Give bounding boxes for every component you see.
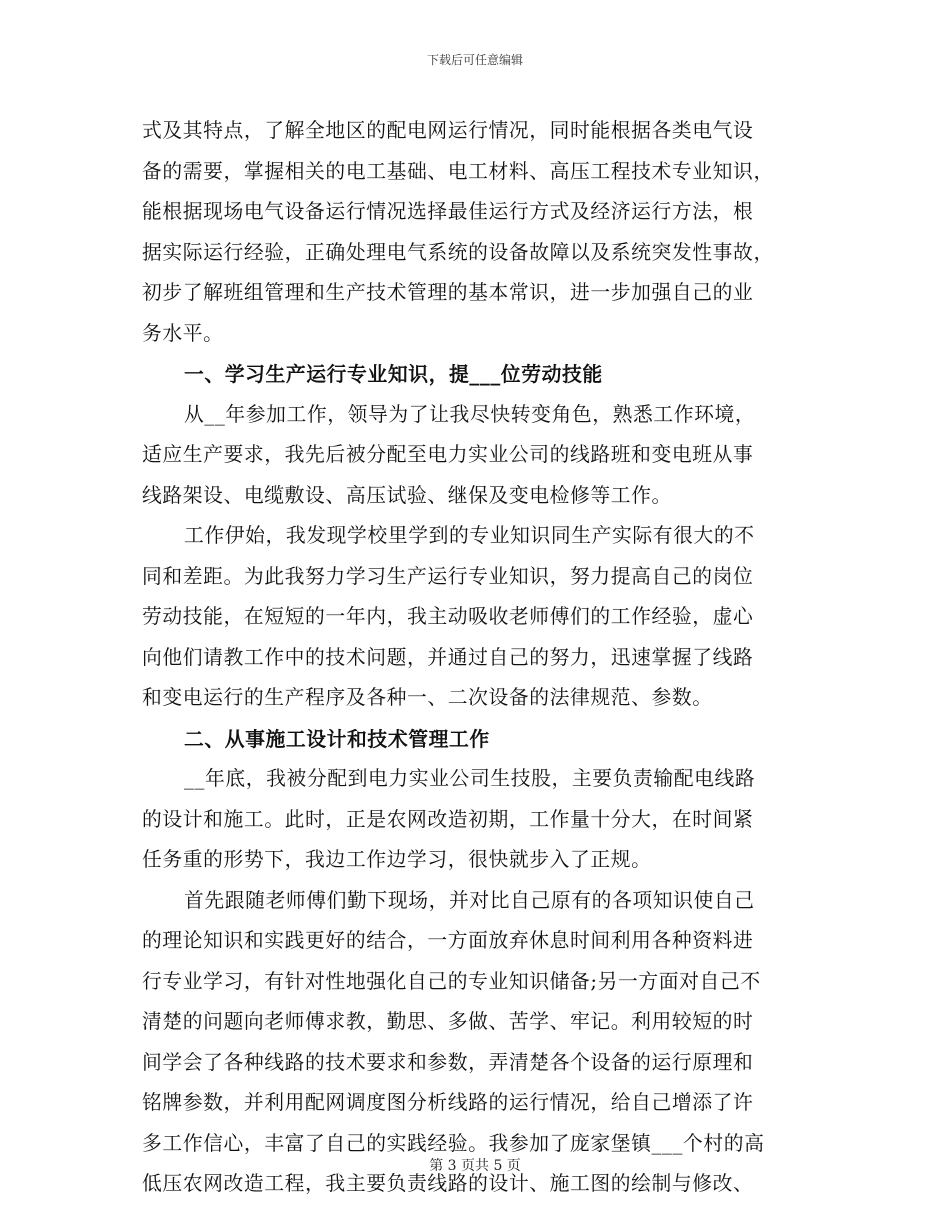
document-body bbox=[142, 111, 812, 1205]
paragraph-line: 的设计和施工。此时，正是农网改造初期，工作量十分大，在时间紧 bbox=[142, 807, 754, 831]
paragraph-line: 从__年参加工作，领导为了让我尽快转变角色，熟悉工作环境， bbox=[184, 402, 756, 426]
paragraph-line: 清楚的问题向老师傅求教，勤思、多做、苦学、牢记。利用较短的时 bbox=[142, 1010, 754, 1033]
paragraph-line: 初步了解班组管理和生产技术管理的基本常识，进一步加强自己的业 bbox=[142, 281, 754, 304]
paragraph-line: 式及其特点，了解全地区的配电网运行情况，同时能根据各类电气设 bbox=[142, 119, 754, 142]
paragraph-line: 间学会了各种线路的技术要求和参数，弄清楚各个设备的运行原理和 bbox=[142, 1050, 754, 1074]
section-heading: 一、学习生产运行专业知识，提___位劳动技能 bbox=[184, 362, 603, 386]
paragraph-line: 线路架设、电缆敷设、高压试验、继保及变电检修等工作。 bbox=[142, 483, 672, 507]
section-heading: 二、从事施工设计和技术管理工作 bbox=[184, 726, 490, 751]
paragraph-line: 务水平。 bbox=[142, 321, 224, 345]
paragraph-line: __年底，我被分配到电力实业公司生技股，主要负责输配电线路 bbox=[184, 767, 756, 790]
paragraph-line: 同和差距。为此我努力学习生产运行专业知识，努力提高自己的岗位 bbox=[142, 564, 754, 588]
paragraph-line: 任务重的形势下，我边工作边学习，很快就步入了正规。 bbox=[142, 848, 652, 871]
paragraph-line: 工作伊始，我发现学校里学到的专业知识同生产实际有很大的不 bbox=[184, 524, 755, 547]
page-header: 下载后可任意编辑 bbox=[426, 53, 523, 67]
paragraph-line: 向他们请教工作中的技术问题，并通过自己的努力，迅速掌握了线路 bbox=[142, 645, 754, 669]
paragraph-line: 和变电运行的生产程序及各种一、二次设备的法律规范、参数。 bbox=[142, 686, 713, 709]
paragraph-line: 铭牌参数，并利用配网调度图分析线路的运行情况，给自己增添了许 bbox=[142, 1091, 754, 1114]
paragraph-line: 据实际运行经验，正确处理电气系统的设备故障以及系统突发性事故， bbox=[142, 240, 774, 264]
paragraph-line: 多工作信心，丰富了自己的实践经验。我参加了庞家堡镇___个村的高 bbox=[142, 1131, 765, 1155]
paragraph-line: 备的需要，掌握相关的电工基础、电工材料、高压工程技术专业知识， bbox=[142, 159, 774, 183]
paragraph-line: 行专业学习，有针对性地强化自己的专业知识储备;另一方面对自己不 bbox=[142, 969, 761, 993]
paragraph-line: 劳动技能，在短短的一年内，我主动吸收老师傅们的工作经验，虚心 bbox=[142, 605, 754, 628]
paragraph-line: 的理论知识和实践更好的结合，一方面放弃休息时间利用各种资料进 bbox=[142, 929, 754, 952]
paragraph-line: 能根据现场电气设备运行情况选择最佳运行方式及经济运行方法，根 bbox=[142, 200, 754, 223]
paragraph-line: 适应生产要求，我先后被分配至电力实业公司的线路班和变电班从事 bbox=[142, 443, 754, 466]
paragraph-line: 首先跟随老师傅们勤下现场，并对比自己原有的各项知识使自己 bbox=[184, 888, 755, 912]
paragraph-line: 低压农网改造工程，我主要负责线路的设计、施工图的绘制与修改、 bbox=[142, 1172, 754, 1195]
page-footer: 第 3 页共 5 页 bbox=[429, 1158, 521, 1174]
